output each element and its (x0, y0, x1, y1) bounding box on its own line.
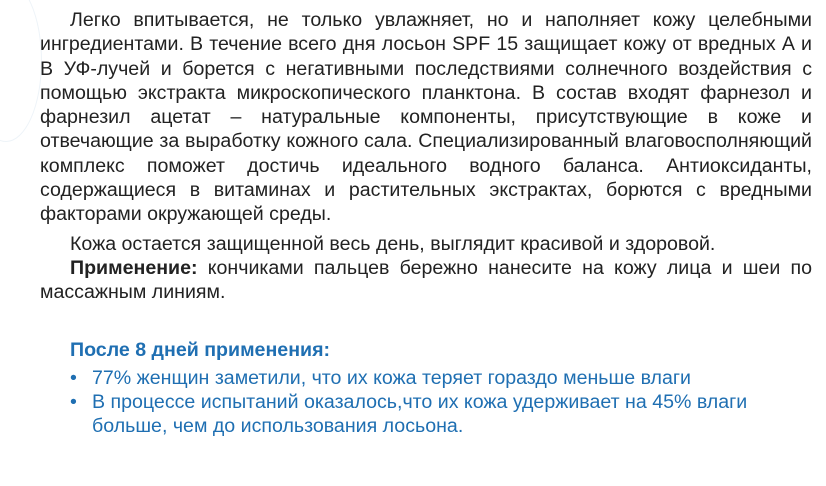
bullet-icon: • (70, 391, 77, 413)
results-item (70, 390, 810, 438)
results-item (70, 366, 810, 390)
bullet-icon: • (70, 367, 77, 389)
usage-label: Применение: (70, 256, 198, 279)
usage-paragraph (40, 256, 812, 305)
results-list (70, 366, 810, 438)
results-section (70, 338, 810, 438)
results-item-text: 77% женщин заметили, что их кожа теряет гораздо меньше влаги (92, 367, 691, 389)
description-text (40, 8, 812, 305)
results-item-text: В процессе испытаний оказалось,что их кожа удерживает на 45% влаги больше, чем до использования лосьона. (92, 391, 748, 437)
results-title: После 8 дней применения: (70, 339, 331, 361)
usage-text: кончиками пальцев бережно нанесите на кожу лица и шеи по массажным линиям. (40, 256, 812, 304)
decorative-swirl (0, 0, 42, 142)
description-paragraph: Легко впитывается, не только увлажняет, но и наполняет кожу целебными ингредиентами. В течение всего дня лосьон SPF 15 защищает кожу от вредных А и В УФ-лучей и борется с негативными последствиями солнечного воздействия с помощью экстракта микроскопического планктона. В состав входят фарнезол и фарнезил ацетат – натуральные компоненты, присутствующие в коже и отвечающие за выработку кожного сала. Специализированный влаговосполняющий комплекс поможет достичь идеального водного баланса. Антиоксиданты, содержащиеся в витаминах и растительных экстрактах, борются с вредными факторами окружающей среды. (40, 9, 812, 226)
protection-paragraph: Кожа остается защищенной весь день, выглядит красивой и здоровой. (70, 232, 716, 255)
